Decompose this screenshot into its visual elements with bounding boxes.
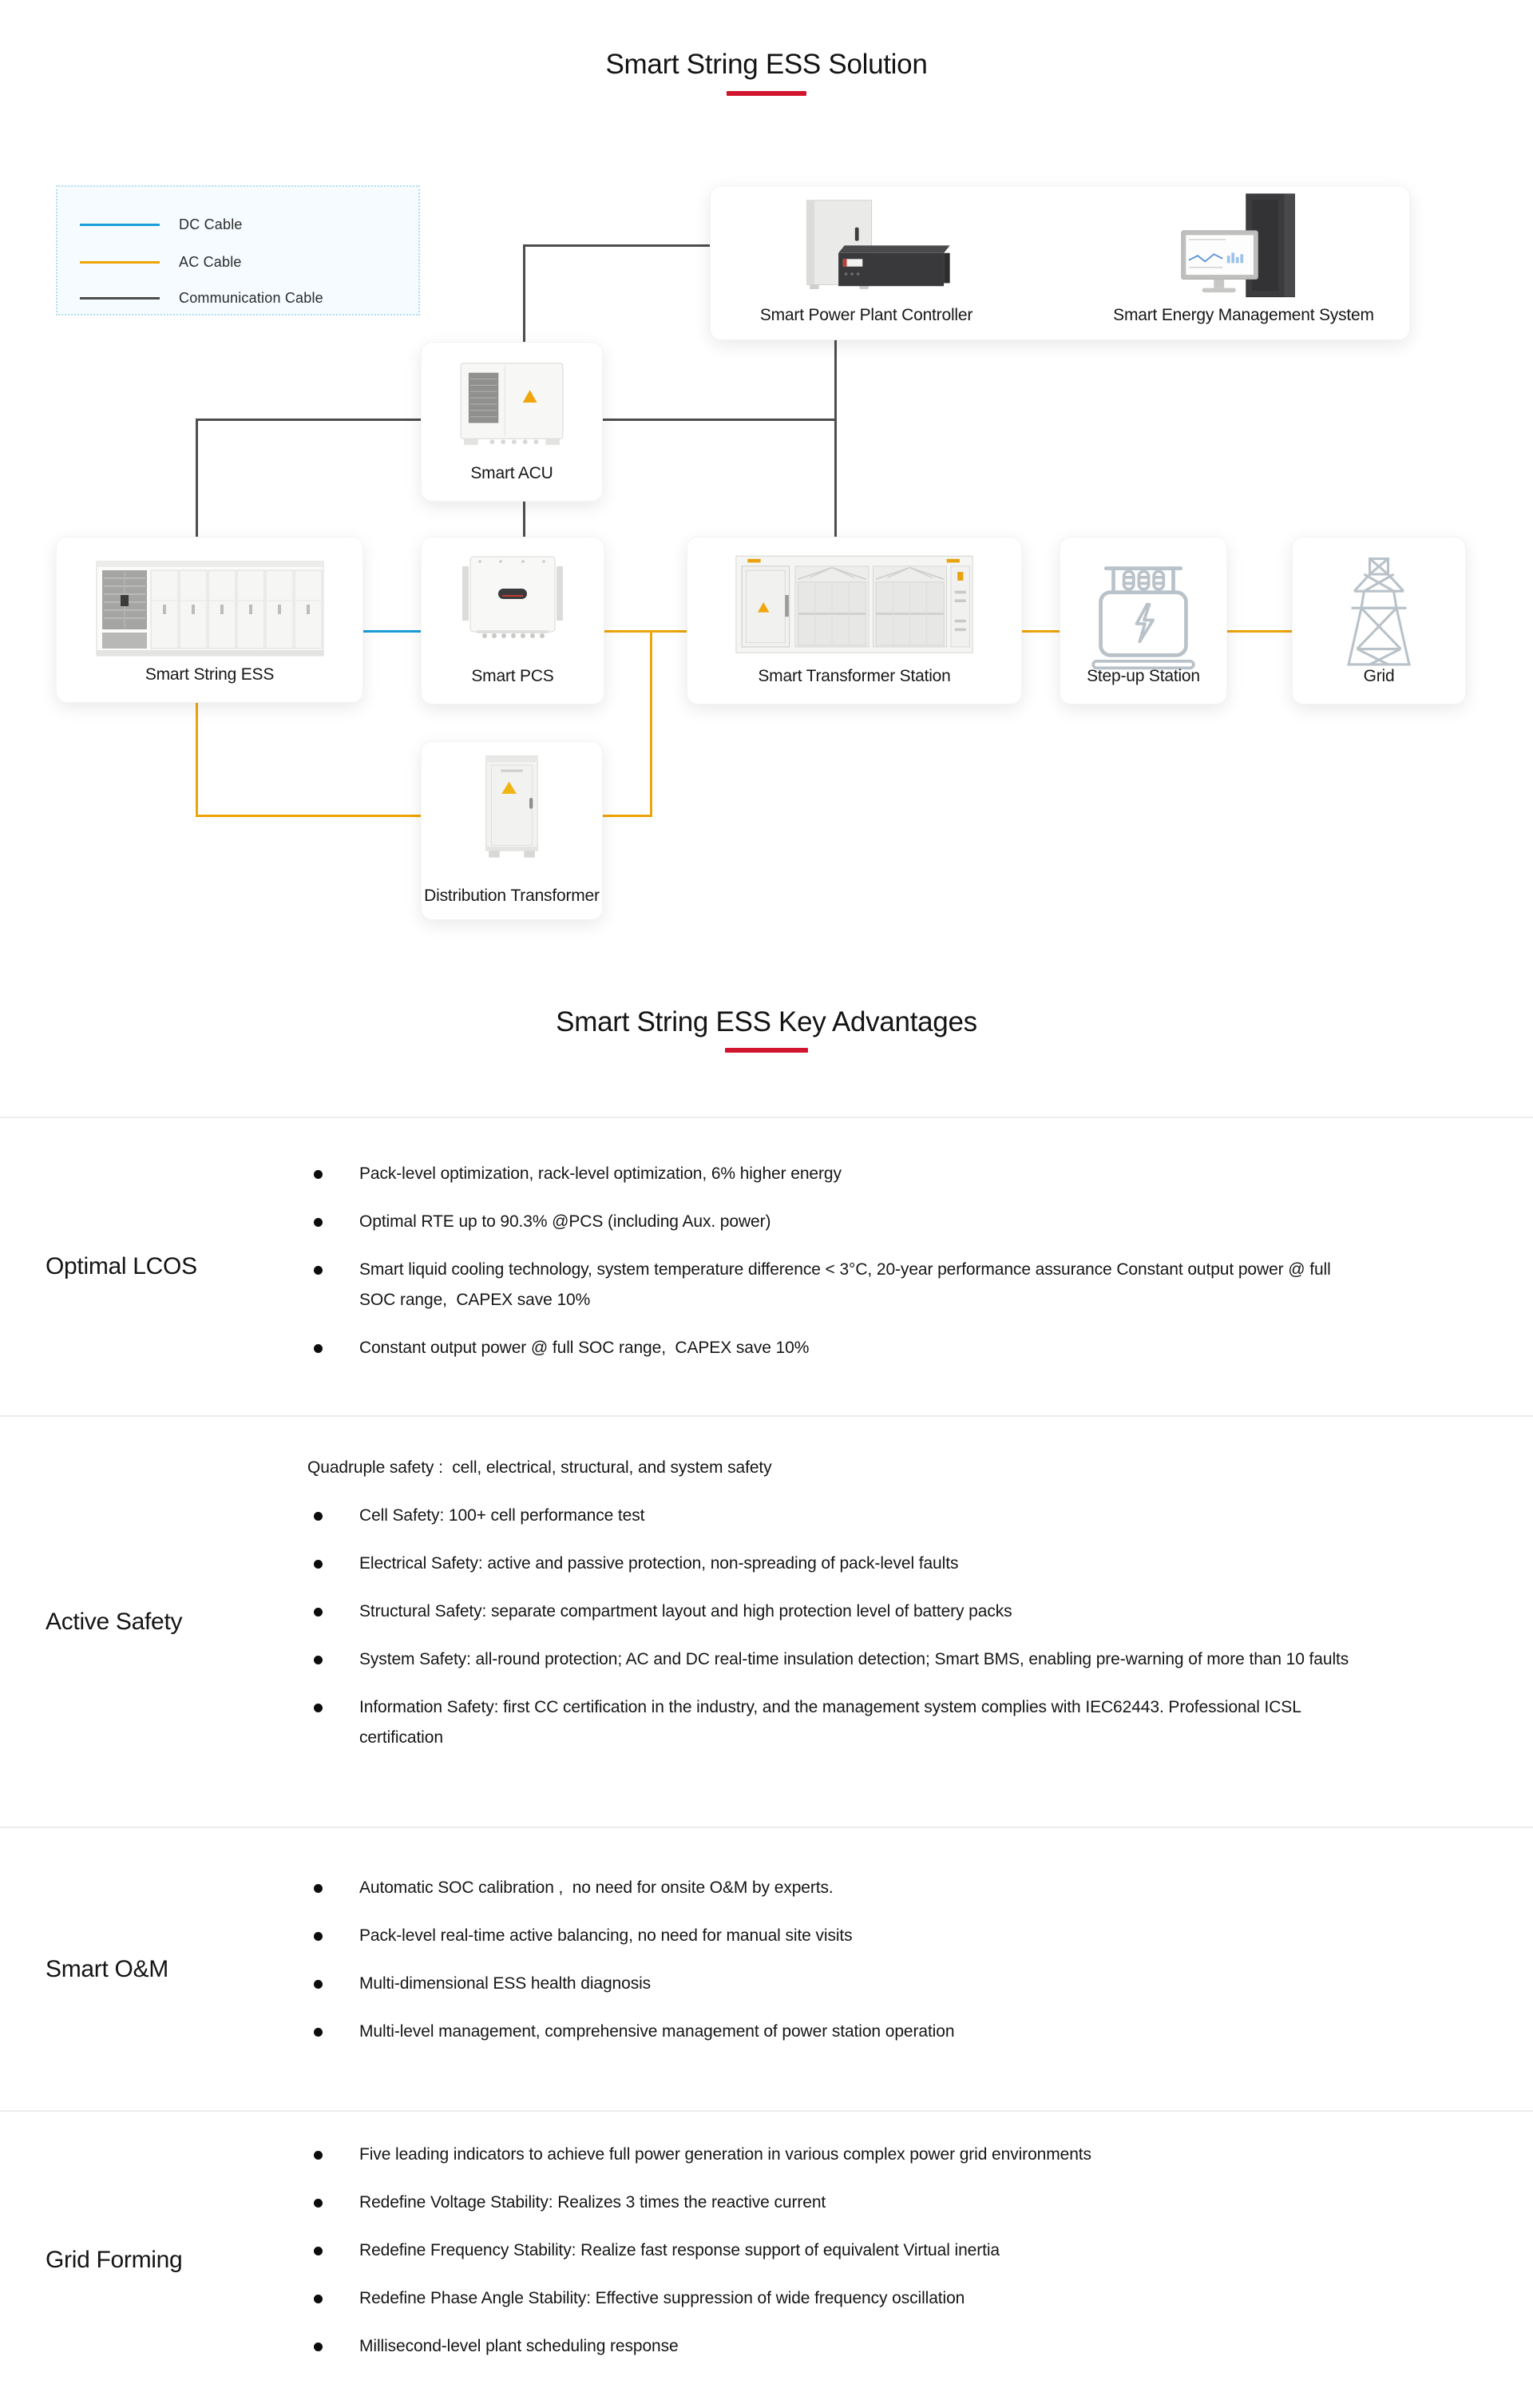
section-title: Smart String ESS Key Advantages: [556, 1006, 977, 1037]
node-label: Grid: [1363, 667, 1395, 685]
bullet-dot-icon: [314, 1932, 323, 1941]
node-label: Distribution Transformer: [424, 887, 600, 905]
section-active-safety: [0, 1415, 1533, 1827]
card-smart-transformer-station: [687, 537, 1022, 704]
comm-line-acu-to-controller-h: [523, 244, 711, 247]
bullet-dot-icon: [314, 1608, 323, 1617]
bullet-text: System Safety: all-round protection; AC and DC real-time insulation detection; Smart BMS, enabling pre-warning of more than 10 faults: [359, 1650, 1349, 1668]
bullet-text: Cell Safety: 100+ cell performance test: [359, 1506, 645, 1525]
distribution-transformer-image: [464, 753, 560, 865]
smart-string-ess-image: [90, 557, 330, 661]
card-step-up-station: [1060, 537, 1227, 704]
bullet-text: Electrical Safety: active and passive protection, non-spreading of pack-level faults: [359, 1554, 959, 1573]
bullet-dot-icon: [314, 1218, 323, 1227]
bullet-item: [303, 1644, 1533, 1675]
node-label: Smart PCS: [471, 667, 554, 685]
section-smart-om: [0, 1827, 1533, 2110]
bullet-item: [303, 2235, 1533, 2266]
comm-line-down-to-ess: [196, 419, 198, 538]
bullet-text: Redefine Frequency Stability: Realize fast response support of equivalent Virtual inertia: [359, 2241, 1000, 2259]
bullet-dot-icon: [314, 2295, 323, 2303]
bullet-dot-icon: [314, 1884, 323, 1893]
bullet-text: Smart liquid cooling technology, system temperature difference < 3°C, 20-year performance assurance Constant output power @ full SOC range, CAPEX save 10%: [359, 1260, 1331, 1309]
section-label: Smart O&M: [46, 1955, 168, 1982]
bullet-dot-icon: [314, 2247, 323, 2255]
card-smart-string-ess: [56, 537, 363, 703]
smart-transformer-station-image: [719, 550, 990, 662]
comm-line-controller-to-transformer: [834, 339, 837, 538]
bullet-dot-icon: [314, 1980, 323, 1989]
section-intro: [307, 1453, 1533, 1483]
bullet-item: [303, 1873, 1533, 1903]
node-label: Smart Power Plant Controller: [759, 306, 973, 324]
node-label: Smart Energy Management System: [1113, 306, 1374, 324]
bullet-list: [303, 1417, 1533, 1753]
ac-line-transformer-to-stepup: [1022, 630, 1060, 633]
bullet-item: [303, 1159, 1533, 1189]
bullet-item: [303, 1255, 1533, 1315]
node-label: Step-up Station: [1087, 667, 1200, 685]
node-label: Smart Transformer Station: [758, 667, 951, 685]
ac-line-junction-down: [650, 630, 652, 817]
bullet-text: Redefine Phase Angle Stability: Effective suppression of wide frequency oscillation: [359, 2289, 965, 2307]
card-grid: [1292, 537, 1466, 704]
ac-line-pcs-to-transformer: [603, 630, 688, 633]
bullet-text: Optimal RTE up to 90.3% @PCS (including Aux. power): [359, 1212, 771, 1231]
legend-item-comm: [80, 290, 323, 307]
bullet-dot-icon: [314, 1560, 323, 1569]
bullet-dot-icon: [314, 2151, 323, 2160]
section-label: Optimal LCOS: [46, 1253, 197, 1279]
bullet-item: [303, 2188, 1533, 2218]
bullet-dot-icon: [314, 1704, 323, 1712]
bullet-item: [303, 1333, 1533, 1363]
cable-legend: [56, 185, 420, 315]
smart-acu-image: [452, 357, 572, 451]
section-label: Grid Forming: [46, 2246, 183, 2273]
ac-cable-line-icon: [80, 261, 160, 264]
bullet-item: [303, 1501, 1533, 1531]
bullet-text: Multi-dimensional ESS health diagnosis: [359, 1974, 652, 1993]
legend-item-dc: [80, 216, 243, 233]
ac-line-into-dt-right: [601, 815, 652, 817]
bullet-list: [303, 1118, 1533, 1363]
bullet-item: [303, 1549, 1533, 1579]
step-up-station-icon: [1075, 552, 1211, 672]
bullet-dot-icon: [314, 1512, 323, 1521]
bullet-item: [303, 2140, 1533, 2170]
bullet-text: Multi-level management, comprehensive management of power station operation: [359, 2022, 955, 2041]
node-label: Smart ACU: [470, 464, 553, 482]
smart-pcs-image: [453, 550, 572, 646]
dc-cable-line-icon: [80, 224, 160, 226]
bullet-dot-icon: [314, 1656, 323, 1664]
legend-item-ac: [80, 254, 242, 271]
power-plant-controller-image: [774, 197, 958, 303]
bullet-item: [303, 1597, 1533, 1627]
bullet-list: [303, 2112, 1533, 2362]
comm-line-acu-to-pcs: [523, 500, 525, 538]
bullet-item: [303, 1207, 1533, 1237]
card-controller-ems: [710, 185, 1410, 340]
comm-line-acu-right-arm: [603, 419, 836, 421]
bullet-text: Quadruple safety : cell, electrical, structural, and system safety: [307, 1458, 772, 1477]
legend-label: Communication Cable: [179, 290, 323, 306]
figure-power-plant-controller: [719, 186, 1014, 339]
bullet-text: Pack-level real-time active balancing, no need for manual site visits: [359, 1926, 853, 1945]
grid-tower-icon: [1327, 550, 1431, 670]
communication-cable-line-icon: [80, 297, 160, 300]
section-optimal-lcos: [0, 1117, 1533, 1415]
bullet-item: [303, 1921, 1533, 1951]
title-underline: [727, 91, 806, 96]
bullet-text: Automatic SOC calibration , no need for onsite O&M by experts.: [359, 1878, 834, 1897]
bullet-dot-icon: [314, 1266, 323, 1275]
bullet-text: Millisecond-level plant scheduling response: [359, 2337, 679, 2355]
bullet-dot-icon: [314, 1344, 323, 1353]
energy-management-system-image: [1152, 192, 1336, 303]
bullet-text: Constant output power @ full SOC range, CAPEX save 10%: [359, 1339, 810, 1357]
bullet-item: [303, 1969, 1533, 1999]
page-title: Smart String ESS Solution: [605, 49, 928, 80]
bullet-item: [303, 2283, 1533, 2314]
bullet-text: Information Safety: first CC certification in the industry, and the management system complies with IEC62443. Professional ICSL certification: [359, 1698, 1301, 1747]
comm-line-acu-to-controller-v: [523, 244, 525, 343]
bullet-dot-icon: [314, 2343, 323, 2351]
bullet-text: Redefine Voltage Stability: Realizes 3 times the reactive current: [359, 2193, 826, 2212]
bullet-list: [303, 1828, 1533, 2047]
bullet-text: Five leading indicators to achieve full power generation in various complex power grid environments: [359, 2145, 1091, 2164]
figure-energy-management-system: [1086, 186, 1401, 339]
bullet-item: [303, 2017, 1533, 2047]
ac-line-into-dt-left: [196, 815, 422, 817]
card-smart-pcs: [421, 537, 604, 704]
title-underline: [725, 1048, 808, 1053]
bullet-item: [303, 2331, 1533, 2362]
ac-line-ess-down: [196, 703, 198, 817]
section-label: Active Safety: [46, 1608, 183, 1635]
bullet-dot-icon: [314, 1170, 323, 1179]
card-distribution-transformer: [421, 741, 603, 920]
bullet-item: [303, 1692, 1533, 1753]
ac-line-stepup-to-grid: [1226, 630, 1293, 633]
legend-label: DC Cable: [179, 216, 243, 232]
comm-line-acu-left-arm: [196, 419, 422, 421]
legend-label: AC Cable: [179, 254, 242, 270]
node-label: Smart String ESS: [145, 665, 275, 684]
card-smart-acu: [421, 342, 603, 502]
bullet-text: Structural Safety: separate compartment layout and high protection level of battery packs: [359, 1602, 1012, 1621]
bullet-text: Pack-level optimization, rack-level optimization, 6% higher energy: [359, 1164, 842, 1183]
bullet-dot-icon: [314, 2028, 323, 2037]
bullet-dot-icon: [314, 2199, 323, 2208]
dc-line-ess-to-pcs: [363, 630, 422, 633]
section-grid-forming: [0, 2110, 1533, 2408]
